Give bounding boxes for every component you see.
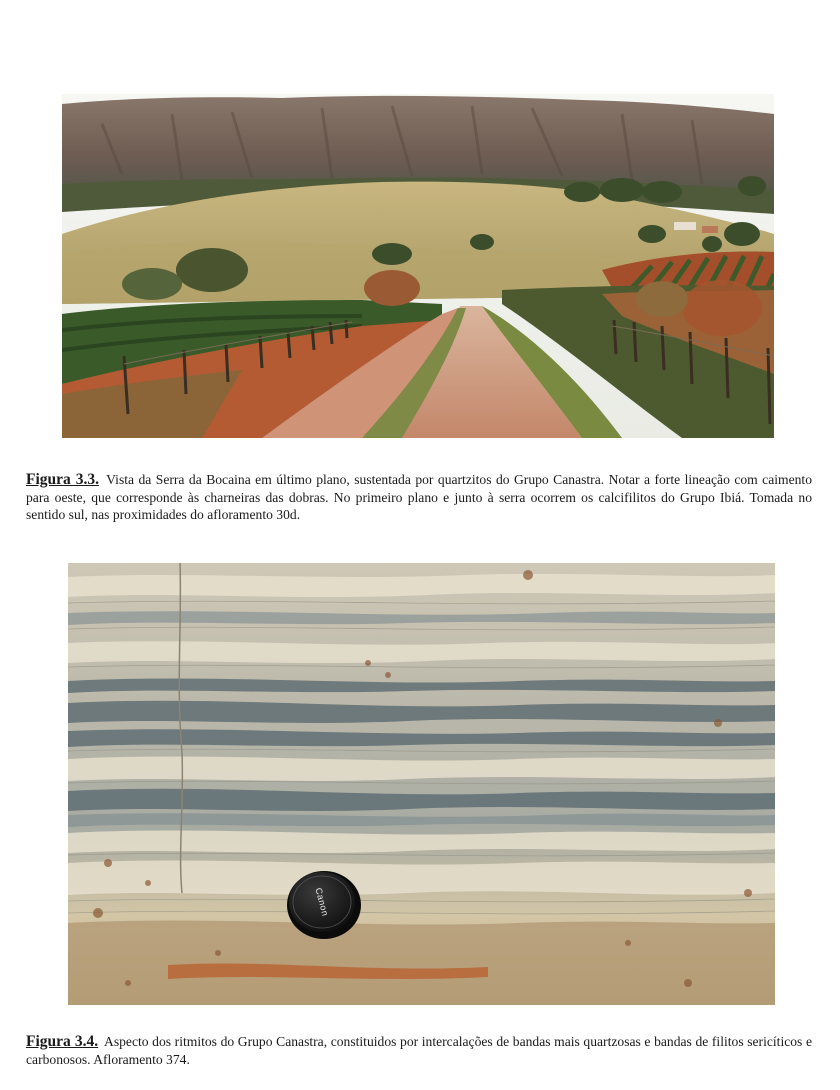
outcrop-photo	[68, 563, 775, 1005]
caption-text: Vista da Serra da Bocaina em último plano, sustentada por quartzitos do Grupo Canastra. Notar a forte lineação com caimento para oeste, que corresponde às charneiras das dobras. No primeiro plano e junto à serra ocorrem os calcifilitos do Grupo Ibiá. Tomada no sentido sul, nas proximidades do afloramento 30d.	[26, 472, 812, 522]
caption-text: Aspecto dos ritmitos do Grupo Canastra, constituidos por intercalações de bandas mais quartzosas e bandas de filitos sericíticos e carbonosos. Afloramento 374.	[26, 1034, 812, 1067]
figure-label: Figura 3.3.	[26, 471, 99, 488]
lens-cap-brand: Canon	[313, 886, 331, 918]
figure-caption	[26, 1033, 812, 1068]
figure-label: Figura 3.4.	[26, 1033, 99, 1050]
lens-cap	[287, 871, 361, 939]
landscape-photo	[62, 94, 774, 438]
figure-caption	[26, 471, 812, 524]
